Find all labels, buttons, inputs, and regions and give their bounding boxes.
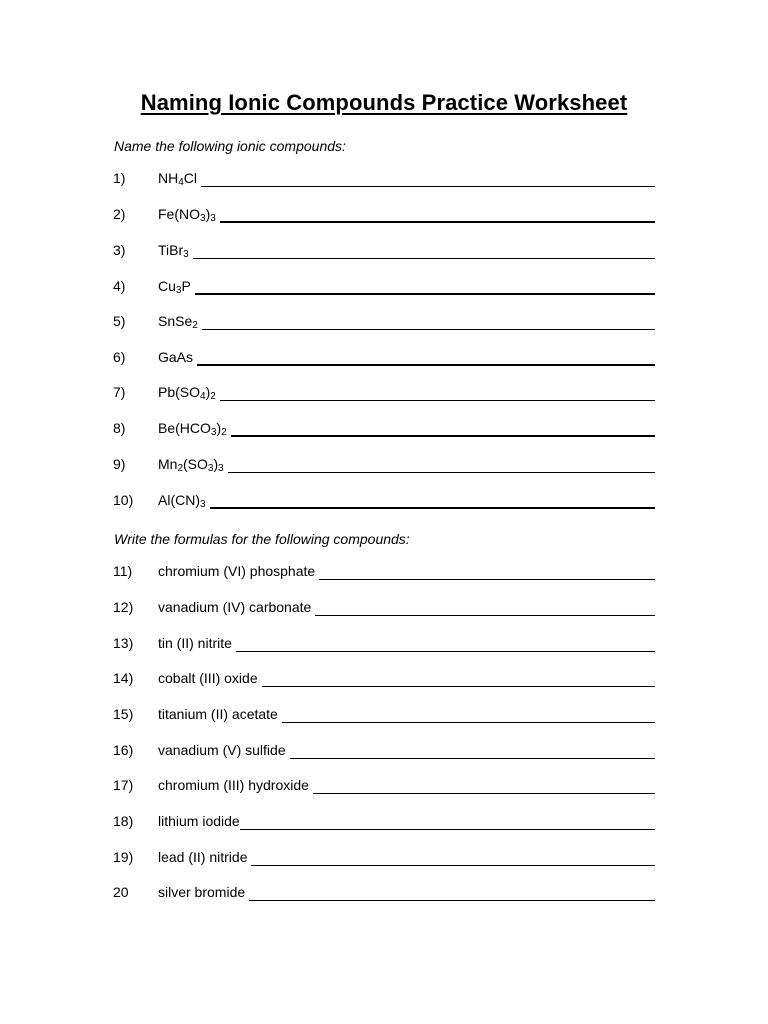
question-number: 7) [113, 384, 126, 400]
answer-line[interactable] [210, 506, 655, 509]
question-prompt: $Cu_3P$ [158, 278, 191, 296]
question-prompt: lithium iodide [158, 813, 240, 829]
question-number: 3) [113, 242, 126, 258]
answer-line[interactable] [290, 757, 655, 759]
answer-line[interactable] [251, 864, 655, 866]
question-body [158, 313, 655, 333]
answer-line[interactable] [201, 185, 655, 187]
question-body [158, 492, 655, 512]
question-body [158, 384, 655, 404]
question-row [0, 595, 768, 619]
answer-line[interactable] [236, 650, 655, 652]
question-row [0, 309, 768, 333]
question-row [0, 274, 768, 298]
question-prompt: $Mn_2(SO_3)_3$ [158, 456, 224, 474]
question-number: 17) [113, 777, 134, 793]
question-number: 1) [113, 170, 126, 186]
question-number: 19) [113, 849, 134, 865]
question-row [0, 452, 768, 476]
answer-line[interactable] [262, 685, 655, 687]
question-row [0, 488, 768, 512]
question-number: 9) [113, 456, 126, 472]
question-body [158, 670, 655, 690]
question-row [0, 380, 768, 404]
question-prompt: TiBr$_3$ [158, 242, 189, 260]
answer-line[interactable] [193, 257, 655, 259]
question-body [158, 242, 655, 262]
answer-line[interactable] [319, 578, 655, 580]
question-row [0, 845, 768, 869]
question-prompt: chromium (III) hydroxide [158, 777, 309, 793]
question-number: 4) [113, 278, 126, 294]
question-body [158, 456, 655, 476]
question-body [158, 170, 655, 190]
page-title: Naming Ionic Compounds Practice Worksheet [140, 90, 628, 115]
question-number: 2) [113, 206, 126, 222]
question-body [158, 884, 655, 904]
question-body [158, 706, 655, 726]
answer-line[interactable] [231, 434, 655, 437]
question-body [158, 635, 655, 655]
question-number: 18) [113, 813, 134, 829]
question-prompt: titanium (II) acetate [158, 706, 278, 722]
question-prompt: cobalt (III) oxide [158, 670, 258, 686]
question-number: 5) [113, 313, 126, 329]
answer-line[interactable] [282, 721, 655, 723]
question-body [158, 349, 655, 369]
question-row [0, 880, 768, 904]
question-prompt: $Al(CN)_3$ [158, 492, 206, 510]
question-row [0, 345, 768, 369]
answer-line[interactable] [220, 399, 655, 401]
question-number: 20 [113, 884, 129, 900]
question-prompt: tin (II) nitrite [158, 635, 232, 651]
question-body [158, 599, 655, 619]
question-prompt: $Pb(SO_4)_2$ [158, 384, 216, 402]
section1-instruction: Name the following ionic compounds: [114, 138, 346, 154]
answer-line[interactable] [228, 471, 655, 473]
question-row [0, 166, 768, 190]
question-body [158, 206, 655, 226]
question-row [0, 202, 768, 226]
question-prompt: chromium (VI) phosphate [158, 563, 316, 579]
question-prompt: $Be(HCO_3)_2$ [158, 420, 227, 438]
question-body [158, 420, 655, 440]
question-prompt: SnSe$_2$ [158, 313, 198, 331]
question-number: 11) [113, 563, 133, 579]
question-body [158, 742, 655, 762]
question-number: 15) [113, 706, 134, 722]
question-prompt: $NH_4Cl$ [158, 170, 198, 188]
question-number: 12) [113, 599, 134, 615]
answer-line[interactable] [315, 614, 655, 616]
question-prompt: silver bromide [158, 884, 246, 900]
question-number: 6) [113, 349, 126, 365]
question-row [0, 738, 768, 762]
question-body [158, 813, 655, 833]
question-row [0, 809, 768, 833]
question-row [0, 773, 768, 797]
question-prompt: vanadium (IV) carbonate [158, 599, 312, 615]
question-body [158, 563, 655, 583]
section2-instruction: Write the formulas for the following compounds: [114, 531, 410, 547]
answer-line[interactable] [313, 792, 655, 794]
question-row [0, 702, 768, 726]
question-number: 8) [113, 420, 126, 436]
question-number: 13) [113, 635, 134, 651]
question-row [0, 631, 768, 655]
question-row [0, 238, 768, 262]
question-row [0, 666, 768, 690]
question-body [158, 849, 655, 869]
answer-line[interactable] [240, 828, 655, 830]
question-row [0, 559, 768, 583]
question-prompt: lead (II) nitride [158, 849, 248, 865]
answer-line[interactable] [220, 220, 655, 223]
question-number: 10) [113, 492, 134, 508]
answer-line[interactable] [202, 328, 655, 330]
question-number: 14) [113, 670, 134, 686]
answer-line[interactable] [197, 363, 655, 366]
question-body [158, 777, 655, 797]
question-prompt: $Fe(NO_3)_3$ [158, 206, 216, 224]
question-prompt: vanadium (V) sulfide [158, 742, 286, 758]
question-row [0, 416, 768, 440]
answer-line[interactable] [249, 899, 655, 901]
answer-line[interactable] [195, 292, 655, 295]
question-number: 16) [113, 742, 134, 758]
question-body [158, 278, 655, 298]
question-prompt: GaAs [158, 349, 194, 365]
